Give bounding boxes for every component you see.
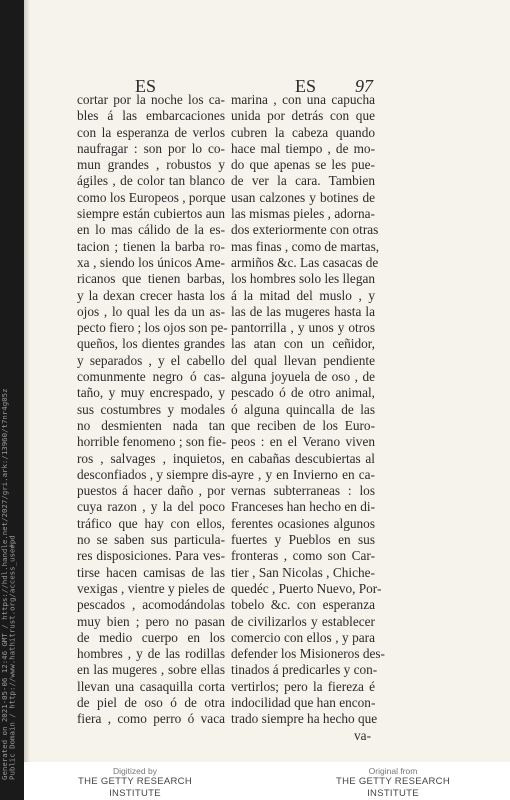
text-line: las de las mugeres hasta la: [231, 303, 375, 319]
text-line: res disposiciones. Para ves-: [77, 548, 225, 564]
right-text-column: [231, 92, 385, 744]
notice-line-public-domain: Public Domain / http://www.hathitrust.org/access_use#pd: [7, 535, 17, 780]
text-line: ferentes ocasiones algunos: [231, 515, 375, 531]
text-line: naufragar : son por lo co-: [77, 140, 225, 156]
text-line: indocilidad que han encon-: [231, 694, 376, 710]
text-line: hombres , y de las rodillas: [77, 646, 225, 662]
text-line: vertirlos; pero la fiereza é: [231, 678, 375, 694]
text-line: tirse hacen camisas de las: [77, 564, 225, 580]
page-number: 97: [355, 76, 373, 96]
text-line: queños, los dientes grandes: [77, 336, 225, 352]
text-line: dos exteriormente con otras: [231, 222, 379, 238]
running-head-left: ES: [135, 76, 157, 96]
text-line: tinados á predicarles y con-: [231, 662, 378, 678]
text-line: cubren la cabeza quando: [231, 124, 375, 140]
text-line: ricanos que tienen barbas,: [77, 271, 225, 287]
text-line: pecto fiero ; los ojos son pe-: [77, 320, 228, 336]
text-line: tier , San Nicolas , Chiche-: [231, 564, 375, 580]
text-line: taño, y muy encrespado, y: [77, 385, 225, 401]
text-line: Franceses han hecho en di-: [231, 499, 375, 515]
digitized-by-label: Digitized by: [113, 766, 157, 776]
left-text-column: [77, 92, 232, 728]
text-line: vernas subterraneas : los: [231, 483, 375, 499]
text-line: ojos , lo qual les da un as-: [77, 303, 225, 319]
text-line: muy bien ; pero no pasan: [77, 613, 225, 629]
text-line: fuertes y Pueblos en sus: [231, 532, 375, 548]
text-line: unida por detrás con que: [231, 108, 375, 124]
text-line: ó alguna quincalla de las: [231, 401, 375, 417]
text-line: alguna joyuela de oso , de: [231, 369, 375, 385]
original-from-credit: [318, 766, 468, 800]
text-line: xa , siendo los únicos Ame-: [77, 254, 225, 270]
catchword: va-: [354, 727, 371, 743]
original-from-institution: THE GETTY RESEARCH INSTITUTE: [336, 776, 450, 799]
text-line: usan calzones y botines de: [231, 189, 375, 205]
text-line: trado siempre ha hecho que: [231, 711, 378, 727]
text-line: siempre están cubiertos aun: [77, 206, 225, 222]
text-line: quedéc , Puerto Nuevo, Por-: [231, 580, 382, 596]
text-line: y separados , y el cabello: [77, 352, 225, 368]
text-line: no desmienten nada tan: [77, 417, 225, 433]
text-line: cortar por la noche los ca-: [77, 92, 225, 107]
text-line: ágiles , de color tan blanco: [77, 173, 225, 189]
text-line: los hombres solo les llegan: [231, 271, 376, 287]
text-line: pantorrilla , y unos y otros: [231, 320, 375, 336]
text-line: sus costumbres y modales: [77, 401, 225, 417]
text-line: llevan una casaquilla corta: [77, 678, 225, 694]
text-line: tacion ; tienen la barba ro-: [77, 238, 225, 254]
text-line: ayre , y en Invierno en ca-: [231, 466, 375, 482]
text-line: ros , salvages , inquietos,: [77, 450, 225, 466]
text-line: mas finas , como de martas,: [231, 238, 380, 254]
text-line: fiera , como perro ó vaca: [77, 711, 225, 727]
text-line: en cabañas descubiertas al: [231, 450, 375, 466]
text-line: de medio cuerpo en los: [77, 629, 225, 645]
text-line: de ver la cara. Tambien: [231, 173, 375, 189]
text-line: tobelo &c. con esperanza: [231, 597, 375, 613]
text-line: bles á las embarcaciones: [77, 108, 225, 124]
text-line: como los Europeos , porque: [77, 189, 226, 205]
text-line: de civilizarlos y establecer: [231, 613, 375, 629]
text-line: comercio con ellos , y para: [231, 629, 375, 645]
text-line: con la esperanza de verlos: [77, 124, 225, 140]
running-head-right: ES: [295, 76, 317, 96]
digitized-by-institution: THE GETTY RESEARCH INSTITUTE: [78, 776, 192, 799]
original-from-label: Original from: [368, 766, 418, 776]
text-line: las mismas pieles , adorna-: [231, 206, 375, 222]
digitized-by-credit: [60, 766, 210, 800]
text-line: en lo mas cálido de la es-: [77, 222, 225, 238]
text-line: de piel de oso ó de otra: [77, 694, 225, 710]
text-line: pescado ó de otro animal,: [231, 385, 375, 401]
text-line: do que apenas se les pue-: [231, 157, 375, 173]
text-line: comunmente negro ó cas-: [77, 369, 225, 385]
text-line: y la dexan crecer hasta los: [77, 287, 225, 303]
text-line: del qual llevan pendiente: [231, 352, 375, 368]
text-line: á la mitad del muslo , y: [231, 287, 375, 303]
text-line: que reciben de los Euro-: [231, 417, 375, 433]
text-line: pescados , acomodándolas: [77, 597, 225, 613]
text-line: hace mal tiempo , de mo-: [231, 140, 375, 156]
text-line: fronteras , como son Car-: [231, 548, 375, 564]
text-line: mun grandes , robustos y: [77, 157, 225, 173]
text-line: horrible fenomeno ; son fie-: [77, 434, 227, 450]
text-line: defender los Misioneros des-: [231, 646, 385, 662]
notice-line-generated: Generated on 2021-05-06 12:46 GMT / https://hdl.handle.net/2027/gri.ark:/13960/t7nr4g05z: [0, 388, 9, 780]
text-line: tráfico que hay con ellos,: [77, 515, 225, 531]
text-line: marina , con una capucha: [231, 92, 375, 107]
text-line: en las mugeres , sobre ellas: [77, 662, 225, 678]
hathitrust-notice: [0, 388, 23, 780]
text-line: cuya razon , y la del poco: [77, 499, 225, 515]
text-line: peos : en el Verano viven: [231, 434, 375, 450]
text-line: puestos á hacer daño , por: [77, 483, 225, 499]
text-line: armiños &c. Las casacas de: [231, 254, 379, 270]
text-line: no se saben sus particula-: [77, 532, 225, 548]
text-line: las atan con un ceñidor,: [231, 336, 375, 352]
text-line: vexigas , vientre y pieles de: [77, 580, 225, 596]
text-line: desconfiados , y siempre dis-: [77, 466, 232, 482]
